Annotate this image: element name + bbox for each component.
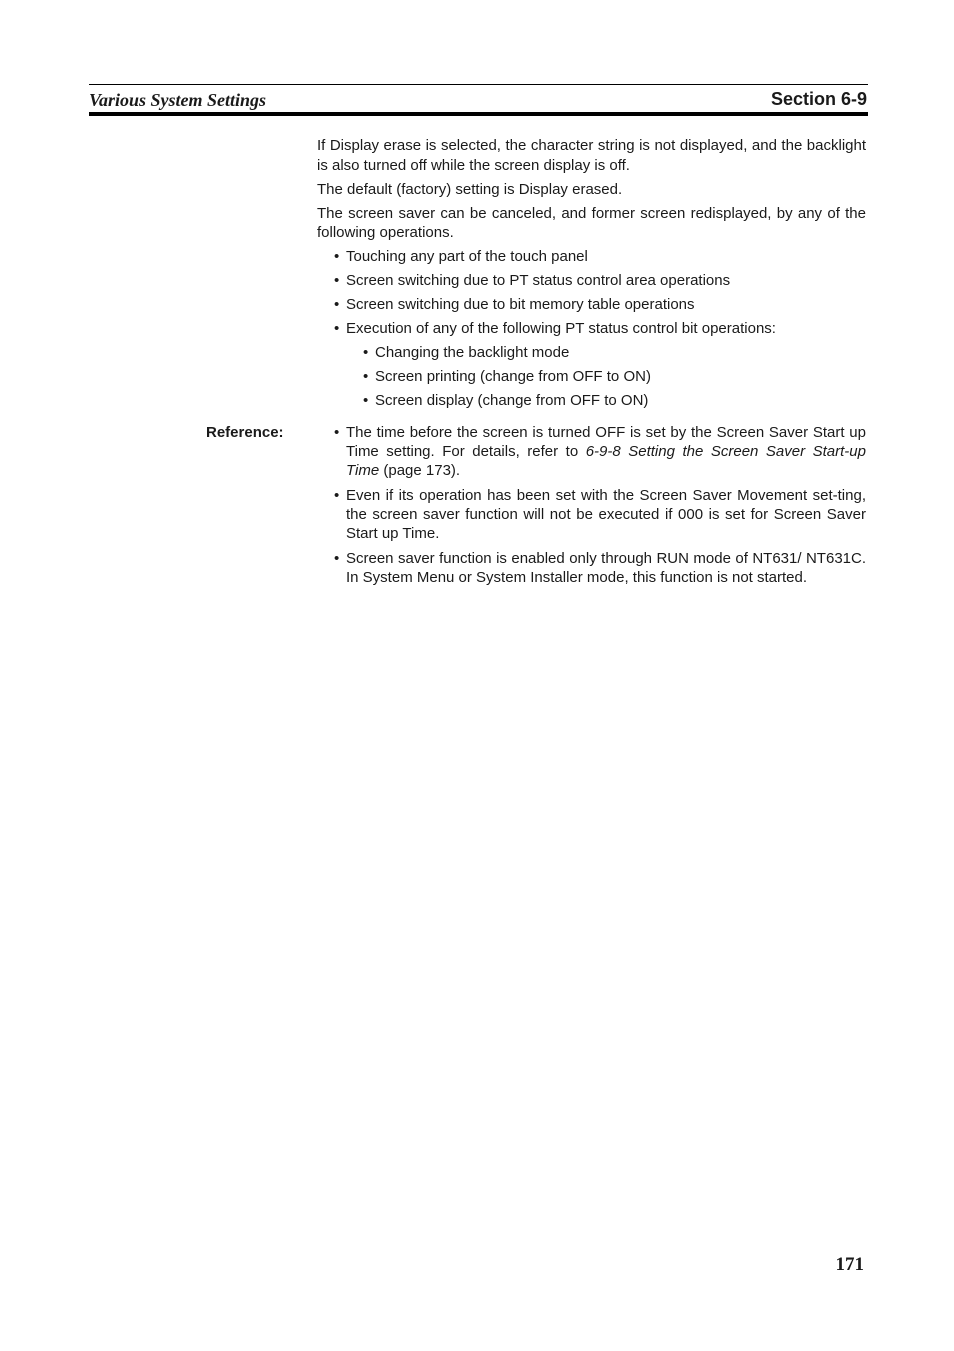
section-number: Section 6-9 bbox=[770, 89, 867, 109]
paragraph-cancel-operations: The screen saver can be canceled, and former screen redisplayed, by any of the following operations. bbox=[317, 204, 866, 241]
sub-list-item: • Screen display (change from OFF to ON) bbox=[317, 391, 866, 411]
reference-list bbox=[317, 423, 866, 593]
page-number: 171 bbox=[835, 1254, 864, 1275]
list-item: • Screen switching due to PT status control area operations bbox=[317, 271, 866, 291]
main-content bbox=[317, 136, 866, 415]
header-bottom-rule bbox=[89, 112, 868, 116]
reference-item-text: (page 173). bbox=[379, 462, 461, 479]
sub-list-item: • Screen printing (change from OFF to ON) bbox=[317, 367, 866, 387]
cross-reference-link[interactable]: 6-9-8 Setting the Screen Saver Start-up Time bbox=[346, 443, 866, 479]
list-item: • Execution of any of the following PT status control bit operations: bbox=[317, 319, 866, 339]
reference-label: Reference: bbox=[206, 424, 284, 441]
reference-item: • Even if its operation has been set with the Screen Saver Movement set-ting, the screen saver function will not be executed if 000 is set for Screen Saver Start up Time. bbox=[317, 486, 866, 543]
reference-item-text: The time before the screen is turned OFF is set by the Screen Saver Start up Time setting. For details, refer to bbox=[346, 424, 866, 460]
sub-list-item: • Changing the backlight mode bbox=[317, 343, 866, 363]
list-item: • Touching any part of the touch panel bbox=[317, 247, 866, 267]
header-top-rule bbox=[89, 84, 868, 85]
reference-item: • Screen saver function is enabled only through RUN mode of NT631/ NT631C. In System Menu or System Installer mode, this function is not started. bbox=[317, 549, 866, 587]
list-item: • Screen switching due to bit memory table operations bbox=[317, 295, 866, 315]
paragraph-default-setting: The default (factory) setting is Display erased. bbox=[317, 180, 623, 198]
reference-item bbox=[317, 423, 866, 480]
paragraph-display-erase: If Display erase is selected, the character string is not displayed, and the backlight is also turned off while the screen display is off. bbox=[317, 137, 866, 174]
running-header-title: Various System Settings bbox=[89, 90, 267, 110]
